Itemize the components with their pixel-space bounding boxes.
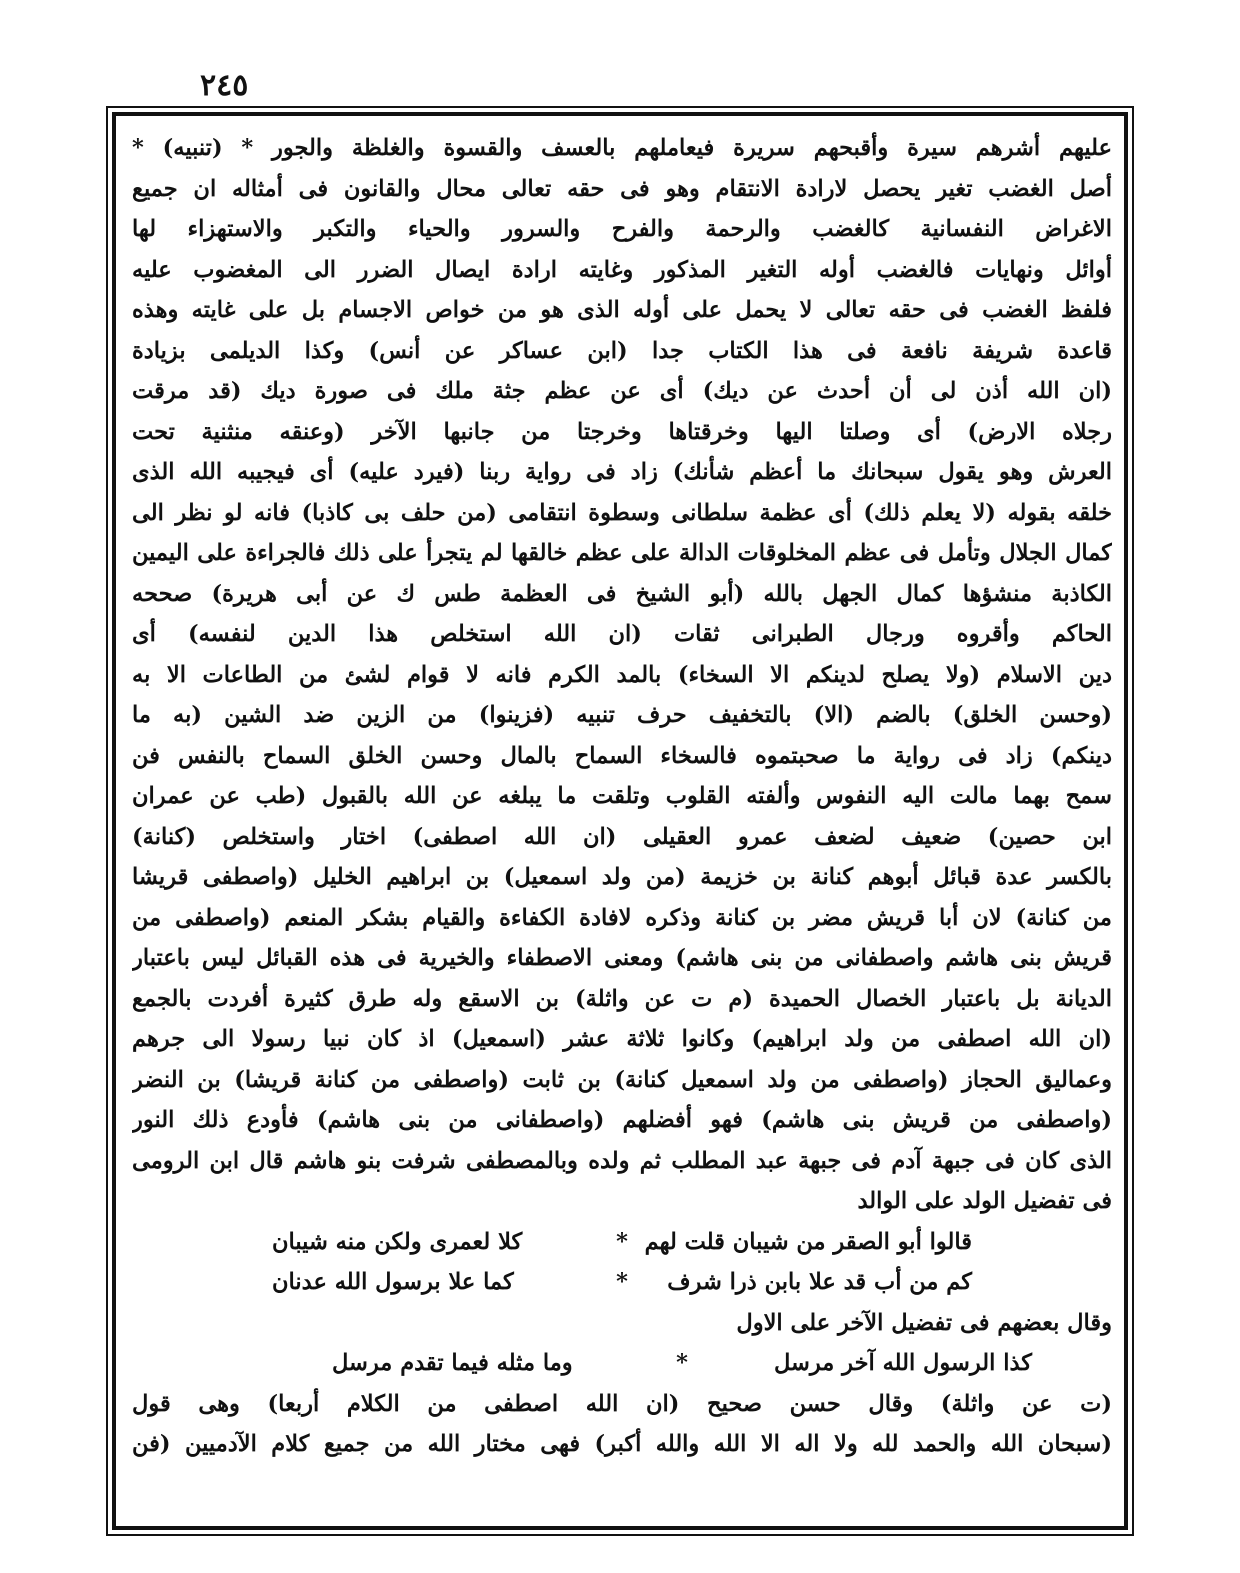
text-line: (ت عن واثلة) وقال حسن صحيح (ان الله اصطفى من الكلام أربعا) وهى قول — [132, 1390, 1112, 1417]
text-line: أوائل ونهايات فالغضب أوله التغير المذكور وغايته ارادة ايصال الضرر الى المغضوب عليه — [132, 256, 1112, 283]
verse-second-hemistich: كما علا برسول الله عدنان — [272, 1269, 514, 1295]
verse-first-hemistich: كذا الرسول الله آخر مرسل — [773, 1350, 1032, 1376]
text-line: وعماليق الحجاز (واصطفى من ولد اسمعيل كنانة) بن ثابت (واصطفى من كنانة قريشا) بن النضر — [132, 1066, 1112, 1093]
text-line: كمال الجلال وتأمل فى عظم المخلوقات الدالة على عظم خالقها لم يتجرأ على ذلك فالجراءة على اليمين — [132, 540, 1112, 566]
page-number: ٢٤٥ — [200, 68, 249, 103]
text-line: (واصطفى من قريش بنى هاشم) فهو أفضلهم (واصطفانى من بنى هاشم) فأودع ذلك النور — [132, 1107, 1112, 1133]
verse-first-hemistich: قالوا أبو الصقر من شيبان قلت لهم — [644, 1228, 972, 1255]
text-line: الديانة بل باعتبار الخصال الحميدة (م ت عن واثلة) بن الاسقع وله طرق كثيرة أفردت بالجمع — [132, 985, 1112, 1012]
text-line: العرش وهو يقول سبحانك ما أعظم شأنك) زاد فى رواية ربنا (فيرد عليه) أى فيجيبه الله الذى — [132, 459, 1112, 485]
text-line: عليهم أشرهم سيرة وأقبحهم سريرة فيعاملهم بالعسف والقسوة والغلظة والجور * (تنبيه) * — [132, 135, 1112, 161]
verse-separator-icon: * — [616, 1228, 628, 1255]
text-line: دينكم) زاد فى رواية ما صحبتموه فالسخاء السماح بالمال وحسن الخلق السماح بالنفس فن — [132, 742, 1112, 769]
text-line: قريش بنى هاشم واصطفانى من بنى هاشم) ومعنى الاصطفاء والخيرية فى هذه القبائل ليس باعتبار — [132, 945, 1112, 971]
text-line: أصل الغضب تغير يحصل لارادة الانتقام وهو فى حقه تعالى محال والقانون فى أمثاله ان جميع — [132, 175, 1112, 202]
text-line: سمح بهما مالت اليه النفوس وألفته القلوب وتلقت ما يبلغه عن الله بالقبول (طب عن عمران — [132, 783, 1112, 809]
text-line: (وحسن الخلق) بالضم (الا) بالتخفيف حرف تنبيه (فزينوا) من الزين ضد الشين (به ما — [132, 702, 1112, 728]
verse-second-hemistich: وما مثله فيما تقدم مرسل — [332, 1350, 573, 1376]
text-line: (ان الله اصطفى من ولد ابراهيم) وكانوا ثلاثة عشر (اسمعيل) اذ كان نبيا رسولا الى جرهم — [132, 1026, 1112, 1052]
closing-paragraph — [132, 1384, 1112, 1465]
text-line: الكاذبة منشؤها كمال الجهل بالله (أبو الشيخ فى العظمة طس ك عن أبى هريرة) صححه — [132, 580, 1112, 607]
body-paragraph — [132, 128, 1112, 1222]
verse-separator-icon: * — [616, 1269, 628, 1295]
text-line: الذى كان فى جبهة آدم فى جبهة عبد المطلب ثم ولده وبالمصطفى شرفت بنو هاشم قال ابن الرومى — [132, 1147, 1112, 1174]
text-line: رجلاه الارض) أى وصلتا اليها وخرقتاها وخرجتا من جانبها الآخر (وعنقه منثنية تحت — [132, 418, 1112, 445]
text-line: الاغراض النفسانية كالغضب والرحمة والفرح والسرور والحياء والتكبر والاستهزاء لها — [132, 216, 1112, 242]
verse-separator-icon: * — [676, 1350, 688, 1376]
text-line: قاعدة شريفة نافعة فى هذا الكتاب جدا (ابن عساكر عن أنس) وكذا الديلمى بزيادة — [132, 337, 1112, 364]
text-line: ابن حصين) ضعيف لضعف عمرو العقيلى (ان الله اصطفى) اختار واستخلص (كنانة) — [132, 823, 1112, 850]
text-line: فى تفضيل الولد على الوالد — [857, 1188, 1112, 1214]
verse-block-1 — [132, 1222, 1112, 1303]
verse-second-hemistich: كلا لعمرى ولكن منه شيبان — [272, 1228, 523, 1255]
text-line: دين الاسلام (ولا يصلح لدينكم الا السخاء) بالمد الكرم فانه لا قوام لشئ من الطاعات الا به — [132, 661, 1112, 688]
text-line: (ان الله أذن لى أن أحدث عن ديك) أى عن عظم جثة ملك فى صورة ديك (قد مرقت — [132, 378, 1112, 404]
verse-line — [132, 1262, 1112, 1303]
verse-block-2 — [132, 1343, 1112, 1384]
verse-line — [132, 1343, 1112, 1384]
text-line: فلفظ الغضب فى حقه تعالى لا يحمل على أوله الذى هو من خواص الاجسام بل على غايته وهذه — [132, 297, 1112, 323]
text-line: بالكسر عدة قبائل أبوهم كنانة بن خزيمة (من ولد اسمعيل) بن ابراهيم الخليل (واصطفى قريشا — [132, 864, 1112, 890]
verse-line — [132, 1222, 1112, 1263]
main-text — [132, 128, 1112, 1465]
text-line: من كنانة) لان أبا قريش مضر بن كنانة وذكره لافادة الكفاءة والقيام بشكر المنعم (واصطفى من — [132, 904, 1112, 931]
text-line: (سبحان الله والحمد لله ولا اله الا الله والله أكبر) فهى مختار الله من جميع كلام الآدميين (فن — [132, 1431, 1112, 1457]
text-line: الحاكم وأقروه ورجال الطبرانى ثقات (ان الله استخلص هذا الدين لنفسه) أى — [132, 621, 1112, 647]
text-line: خلقه بقوله (لا يعلم ذلك) أى عظمة سلطانى وسطوة انتقامى (من حلف بى كاذبا) فانه لو نظر الى — [132, 499, 1112, 526]
verse-first-hemistich: كم من أب قد علا بابن ذرا شرف — [667, 1269, 972, 1295]
text-line-intro-verse-2: وقال بعضهم فى تفضيل الآخر على الاول — [736, 1309, 1112, 1336]
